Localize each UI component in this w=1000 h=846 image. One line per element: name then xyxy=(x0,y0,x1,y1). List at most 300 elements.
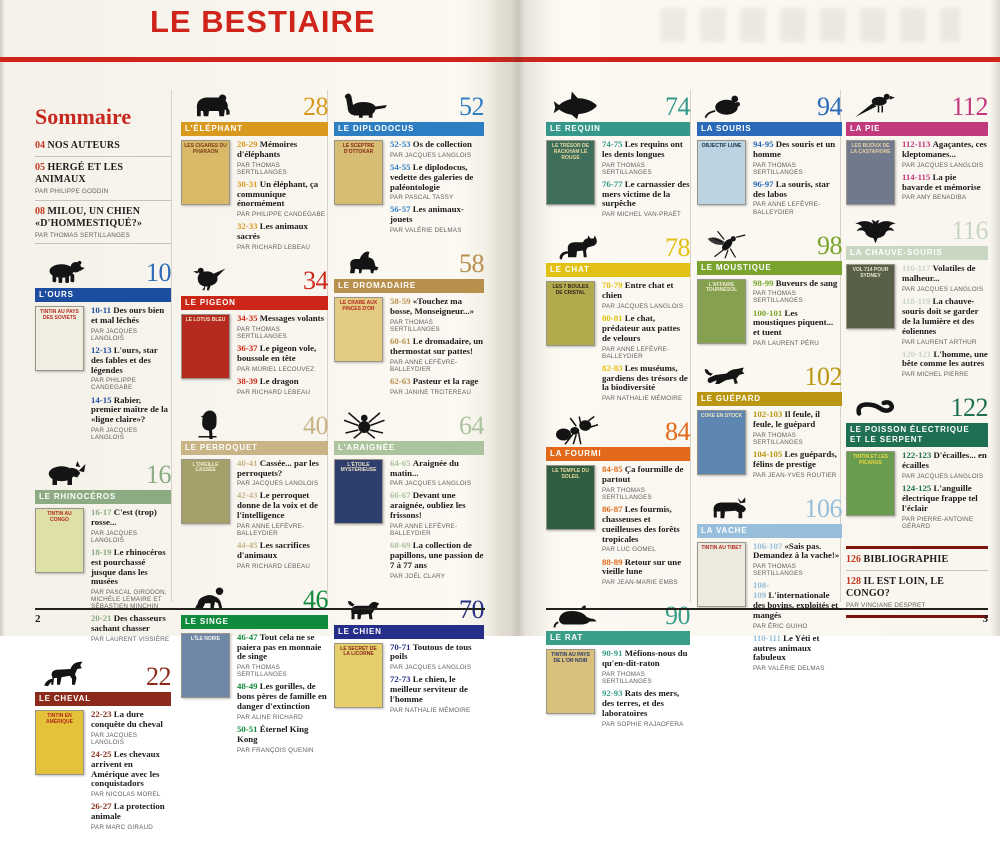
toc-entry xyxy=(602,314,690,360)
section-page-number: 106 xyxy=(804,493,842,523)
section-title: LE DIPLODOCUS xyxy=(338,124,415,133)
entry-pages: 42-43 xyxy=(237,490,260,501)
mosquito-icon xyxy=(697,229,759,259)
entry-title: Le perroquet donne de la voix et de l'intelligence xyxy=(237,490,318,521)
print-through-artifact xyxy=(660,8,960,42)
entry-title: L'ours, star des fables et des légendes xyxy=(91,344,158,375)
entry-title: Devant une araignée, oubliez les frissons! xyxy=(390,490,466,521)
sommaire-block xyxy=(35,104,171,244)
entry-author: PAR JACQUES LANGLOIS xyxy=(91,529,138,544)
section-page-number: 16 xyxy=(146,460,171,490)
entry-title: La chauve-souris doit se garder de la lumière et des éoliennes xyxy=(902,296,979,336)
section-title-band xyxy=(697,524,842,538)
section-header xyxy=(181,407,328,439)
section-body xyxy=(546,465,690,590)
toc-section xyxy=(546,413,690,590)
toc-section xyxy=(181,88,328,255)
book-cover-title: L'OREILLE CASSÉE xyxy=(192,461,219,474)
toc-entry xyxy=(237,541,328,570)
toc-entry xyxy=(602,140,690,176)
entry-pages: 90-91 xyxy=(602,648,625,659)
toc-section xyxy=(334,88,484,238)
entry-title: L'anguille électrique frappe tel l'éclair xyxy=(902,483,978,513)
section-header xyxy=(334,407,484,439)
entry-title: Un éléphant, ça communique énormément xyxy=(237,178,319,209)
entry-pages: 88-89 xyxy=(602,556,625,567)
entry-pages: 20-21 xyxy=(91,613,114,624)
toc-entry xyxy=(753,450,842,479)
sommaire-item-author: PAR THOMAS SERTILLANGES xyxy=(35,231,130,239)
section-entries xyxy=(91,710,171,835)
book-cover-thumbnail xyxy=(546,281,595,346)
entry-author: PAR NICOLAS MOREL xyxy=(91,791,161,799)
toc-section xyxy=(846,212,988,382)
entry-title: Toutous de tous poils xyxy=(390,641,472,662)
section-entries xyxy=(753,140,842,220)
entry-author: PAR SOPHIE RAJAOFERA xyxy=(602,720,684,728)
section-page-number: 52 xyxy=(459,92,484,121)
entry-title: Les moustiques piquent... et tuent xyxy=(753,307,834,338)
entry-title: Le chat, prédateur aux pattes de velours xyxy=(602,313,681,343)
book-cover-title: LE CRABE AUX PINCES D'OR xyxy=(339,300,378,312)
rhinoceros-icon xyxy=(35,458,97,488)
toc-entry xyxy=(237,180,328,219)
column-2 xyxy=(181,88,328,765)
entry-pages: 102-103 xyxy=(753,409,785,420)
entry-title: «Sais pas. Demandez à la vache!» xyxy=(753,540,840,561)
section-body xyxy=(546,140,690,222)
entry-author: PAR RICHARD LEBEAU xyxy=(237,388,311,396)
entry-author: PAR PASCAL GIRODON, MICHÈLE LEMAIRE ET SÉBASTIEN MINCHIN xyxy=(91,589,167,611)
section-title-band xyxy=(846,423,988,447)
entry-title: Retour sur une vieille lune xyxy=(602,556,682,577)
entry-pages: 72-73 xyxy=(390,674,413,685)
entry-author: PAR NATHALIE MÉMOIRE xyxy=(602,395,683,403)
book-cover-thumbnail xyxy=(697,410,746,475)
entry-pages: 48-49 xyxy=(237,681,260,692)
toc-entry xyxy=(237,222,328,251)
endmatter-item-number: 128 xyxy=(846,575,861,587)
section-title: LA PIE xyxy=(850,124,881,133)
toc-entry xyxy=(602,364,690,403)
entry-title: Le Yéti et autres animaux fabuleux xyxy=(753,632,820,663)
toc-entry xyxy=(753,309,842,348)
section-title: LE RHINOCÉROS xyxy=(39,492,117,502)
entry-author: PAR JACQUES LANGLOIS xyxy=(902,286,984,294)
toc-section xyxy=(697,227,842,352)
section-title-band xyxy=(546,263,690,277)
horse-icon xyxy=(35,660,97,690)
section-body xyxy=(546,649,690,731)
entry-author: PAR ANNE LEFÈVRE-BALLEYDIER xyxy=(390,522,458,537)
entry-author: PAR ANNE LEFÈVRE-BALLEYDIER xyxy=(602,345,670,360)
book-cover-thumbnail xyxy=(697,542,746,607)
entry-title: Os de collection xyxy=(412,139,472,149)
toc-section xyxy=(334,245,484,399)
book-cover-title: COKE EN STOCK xyxy=(700,413,743,420)
section-header xyxy=(546,88,690,120)
entry-author: PAR ANNE LEFÈVRE-BALLEYDIER xyxy=(390,358,458,373)
shark-icon xyxy=(546,90,608,120)
left-page-footer xyxy=(35,608,485,625)
section-page-number: 10 xyxy=(146,258,171,288)
section-page-number: 112 xyxy=(951,92,988,121)
section-header xyxy=(697,227,842,259)
toc-section xyxy=(181,262,328,400)
section-page-number: 58 xyxy=(459,249,484,279)
toc-entry xyxy=(91,346,171,392)
section-title: LE PIGEON xyxy=(185,298,236,308)
book-cover-title: LE TRÉSOR DE RACKHAM LE ROUGE xyxy=(552,143,589,161)
entry-author: PAR THOMAS SERTILLANGES xyxy=(237,325,287,340)
entry-author: PAR JACQUES LANGLOIS xyxy=(902,473,984,481)
entry-title: La collection de papillons, une passion de 7 à 77 ans xyxy=(390,540,484,570)
entry-pages: 66-67 xyxy=(390,490,413,501)
section-body xyxy=(181,140,328,255)
toc-section xyxy=(697,88,842,220)
entry-pages: 110-111 xyxy=(753,632,784,643)
section-title-band xyxy=(546,447,690,461)
entry-author: PAR THOMAS SERTILLANGES xyxy=(602,486,652,502)
page-number-left: 2 xyxy=(35,613,41,625)
section-body xyxy=(697,410,842,483)
entry-title: La dure conquête du cheval xyxy=(91,709,163,729)
toc-entry xyxy=(237,682,328,721)
entry-pages: 82-83 xyxy=(602,362,625,373)
sommaire-item xyxy=(35,135,171,157)
toc-entry xyxy=(390,491,484,537)
section-page-number: 22 xyxy=(146,662,171,692)
toc-entry xyxy=(753,542,842,578)
entry-pages: 116-117 xyxy=(902,263,933,274)
entry-author: PAR THOMAS SERTILLANGES xyxy=(602,161,652,176)
entry-pages: 32-33 xyxy=(237,221,260,232)
section-entries xyxy=(753,279,842,352)
toc-section xyxy=(697,490,842,677)
section-title-band xyxy=(35,490,171,504)
entry-author: PAR JACQUES LANGLOIS xyxy=(237,480,319,488)
section-body xyxy=(846,140,988,205)
section-header xyxy=(334,245,484,277)
section-title: LE PERROQUET xyxy=(185,442,258,452)
section-title: LE CHEVAL xyxy=(39,694,91,704)
cheetah-icon xyxy=(697,360,759,390)
section-header xyxy=(697,490,842,522)
entry-author: PAR THOMAS SERTILLANGES xyxy=(237,664,287,679)
section-title-band xyxy=(697,392,842,406)
section-title-band xyxy=(846,122,988,136)
section-body xyxy=(334,297,484,399)
section-entries xyxy=(602,465,690,590)
entry-author: PAR ANNE LEFÈVRE-BALLEYDIER xyxy=(753,201,821,216)
section-title-band xyxy=(334,279,484,293)
entry-pages: 56-57 xyxy=(390,204,413,215)
entry-title: Ça fourmille de partout xyxy=(602,464,684,485)
endmatter-item-title: IL EST LOIN, LE CONGO? xyxy=(846,575,945,599)
entry-title: Volatiles de malheur... xyxy=(902,263,976,284)
right-page-footer xyxy=(546,608,988,625)
entry-title: Les animaux sacrés xyxy=(237,221,308,242)
entry-author: PAR JEAN-YVES ROUTIER xyxy=(753,471,837,479)
entry-title: Éternel King Kong xyxy=(237,723,309,744)
book-cover-title: L'ÎLE NOIRE xyxy=(190,635,221,642)
entry-pages: 96-97 xyxy=(753,178,776,189)
entry-title: Agaçantes, ces kleptomanes... xyxy=(902,139,987,159)
entry-title: Entre chat et chien xyxy=(602,280,674,301)
entry-title: Des chasseurs sachant chasser xyxy=(91,613,166,634)
book-cover-thumbnail xyxy=(697,279,746,344)
top-rule xyxy=(0,57,1000,62)
section-title-band xyxy=(35,288,171,302)
book-cover-thumbnail xyxy=(846,264,895,329)
entry-author: PAR VALÉRIE DELMAS xyxy=(390,227,462,235)
entry-author: PAR PHILIPPE CANDEGABE xyxy=(91,377,136,392)
entry-title: Rabier, premier maître de la «ligne claire»? xyxy=(91,394,168,425)
entry-pages: 84-85 xyxy=(602,464,625,475)
section-body xyxy=(181,314,328,400)
toc-entry xyxy=(91,306,171,342)
entry-pages: 16-17 xyxy=(91,507,114,518)
entry-title: Les animaux-jouets xyxy=(390,204,464,225)
entry-title: D'écailles... en écailles xyxy=(902,450,987,471)
endmatter-item xyxy=(846,549,988,571)
page-title: LE BESTIAIRE xyxy=(150,4,376,39)
entry-pages: 38-39 xyxy=(237,375,260,386)
section-header xyxy=(181,88,328,120)
entry-title: Le dromadaire, un thermostat sur pattes! xyxy=(390,335,484,356)
section-title: LE REQUIN xyxy=(550,124,601,133)
section-title: LA CHAUVE-SOURIS xyxy=(850,248,943,258)
section-title: LE POISSON ÉLECTRIQUE ET LE SERPENT xyxy=(850,425,970,445)
section-title-band xyxy=(181,441,328,455)
page-number-right: 3 xyxy=(982,613,988,625)
section-header xyxy=(697,88,842,120)
section-body xyxy=(35,306,171,445)
entry-author: PAR THOMAS SERTILLANGES xyxy=(753,290,803,305)
section-header xyxy=(181,262,328,294)
entry-title: Le dragon xyxy=(259,375,299,386)
toc-section xyxy=(35,254,171,445)
section-entries xyxy=(91,508,171,647)
snake-icon xyxy=(846,391,908,421)
toc-entry xyxy=(390,297,484,333)
section-title: LA SOURIS xyxy=(701,124,752,133)
book-cover-title: TINTIN AU TIBET xyxy=(701,544,742,551)
entry-pages: 52-53 xyxy=(390,139,413,149)
entry-title: Méfions-nous du qu'en-dit-raton xyxy=(602,648,688,669)
toc-entry xyxy=(753,279,842,305)
entry-pages: 50-51 xyxy=(237,723,260,734)
entry-title: Le diplodocus, vedette des galeries de paléontologie xyxy=(390,161,474,192)
entry-pages: 100-101 xyxy=(753,307,785,318)
section-header xyxy=(35,456,171,488)
section-body xyxy=(334,459,484,584)
section-entries xyxy=(91,306,171,445)
bat-icon xyxy=(846,214,908,244)
entry-title: Araignée du matin... xyxy=(390,457,459,478)
section-header xyxy=(35,658,171,690)
camel-icon xyxy=(334,247,396,277)
entry-author: PAR THOMAS SERTILLANGES xyxy=(753,161,803,176)
entry-pages: 124-125 xyxy=(902,483,934,494)
toc-entry xyxy=(390,337,484,373)
section-entries xyxy=(390,643,484,718)
sommaire-item-number: 04 xyxy=(35,140,45,151)
entry-title: L'homme, une bête comme les autres xyxy=(902,348,988,369)
section-body xyxy=(181,633,328,758)
entry-pages: 114-115 xyxy=(902,171,933,182)
section-title: LE CHIEN xyxy=(338,626,382,636)
section-page-number: 98 xyxy=(817,230,842,260)
toc-entry xyxy=(602,180,690,219)
book-cover-title: L'ÉTOILE MYSTÉRIEUSE xyxy=(340,461,377,474)
masthead xyxy=(150,4,510,40)
book-cover-thumbnail xyxy=(546,140,595,205)
section-body xyxy=(181,459,328,574)
toc-entry xyxy=(91,750,171,798)
book-cover-title: OBJECTIF LUNE xyxy=(701,143,742,149)
page-gutter xyxy=(486,0,550,636)
entry-pages: 108-109 xyxy=(753,580,770,601)
book-cover-thumbnail xyxy=(35,306,84,371)
entry-title: Le carnassier des mers victime de la surpêche xyxy=(602,178,690,209)
endmatter-item-number: 126 xyxy=(846,553,861,565)
entry-pages: 62-63 xyxy=(390,375,413,386)
toc-entry xyxy=(390,163,484,202)
entry-author: PAR JACQUES LANGLOIS xyxy=(91,327,138,342)
toc-entry xyxy=(753,634,842,673)
book-cover-title: TINTIN EN AMÉRIQUE xyxy=(46,713,73,725)
toc-entry xyxy=(390,205,484,234)
toc-entry xyxy=(902,173,988,202)
section-entries xyxy=(237,314,328,400)
entry-author: PAR THOMAS SERTILLANGES xyxy=(237,161,287,176)
sommaire-item xyxy=(35,201,171,245)
entry-title: «Touchez ma bosse, Monseigneur...» xyxy=(390,296,474,317)
section-title: LA FOURMI xyxy=(550,449,602,459)
book-cover-thumbnail xyxy=(546,465,595,530)
column-divider xyxy=(171,90,172,602)
section-header xyxy=(697,358,842,390)
entry-pages: 60-61 xyxy=(390,335,413,346)
toc-entry xyxy=(902,350,988,379)
book-cover-title: TINTIN ET LES PICAROS xyxy=(853,454,888,467)
toc-section xyxy=(846,389,988,533)
toc-entry xyxy=(237,344,328,373)
toc-section xyxy=(35,658,171,835)
toc-entry xyxy=(237,459,328,488)
entry-pages: 34-35 xyxy=(237,313,260,324)
toc-entry xyxy=(753,180,842,216)
toc-entry xyxy=(91,548,171,611)
column-divider xyxy=(690,90,691,602)
section-body xyxy=(334,643,484,718)
book-cover-title: TINTIN AU PAYS DES SOVIETS xyxy=(40,309,79,321)
entry-title: Il feule, il feule, le guépard xyxy=(753,409,820,429)
entry-title: Les requins ont les dents longues xyxy=(602,139,683,159)
section-page-number: 78 xyxy=(665,233,690,263)
entry-pages: 44-45 xyxy=(237,540,260,551)
section-title: LE GUÉPARD xyxy=(701,394,761,404)
entry-pages: 94-95 xyxy=(753,139,776,149)
section-entries xyxy=(390,459,484,584)
sommaire-item-title: MILOU, UN CHIEN «D'HOMMESTIQUÉ?» xyxy=(35,205,143,229)
book-cover-title: TINTIN AU CONGO xyxy=(47,511,72,523)
entry-title: La souris, star des labos xyxy=(753,178,830,199)
entry-title: Tout cela ne se paiera pas en monnaie de singe xyxy=(237,631,322,662)
section-page-number: 34 xyxy=(303,266,328,296)
section-entries xyxy=(753,410,842,483)
entry-author: PAR JACQUES LANGLOIS xyxy=(390,480,472,488)
section-page-number: 84 xyxy=(665,417,690,447)
toc-entry xyxy=(753,410,842,446)
entry-pages: 78-79 xyxy=(602,280,625,291)
section-page-number: 46 xyxy=(303,584,328,614)
entry-title: Le chien, le meilleur serviteur de l'homme xyxy=(390,674,468,705)
section-body xyxy=(846,451,988,533)
section-page-number: 74 xyxy=(665,92,690,121)
section-entries xyxy=(602,281,690,406)
entry-author: PAR JACQUES LANGLOIS xyxy=(602,303,684,311)
entry-author: PAR LAURENT ARTHUR xyxy=(902,338,977,346)
book-cover-thumbnail xyxy=(846,451,895,516)
book-cover-thumbnail xyxy=(846,140,895,205)
section-title: LE CHAT xyxy=(550,265,590,275)
section-title: LA VACHE xyxy=(701,525,748,535)
section-entries xyxy=(902,264,988,382)
section-title-band xyxy=(334,441,484,455)
entry-author: PAR LAURENT VISSIÈRE xyxy=(91,636,170,644)
entry-author: PAR JACQUES LANGLOIS xyxy=(91,427,138,442)
toc-entry xyxy=(91,710,171,746)
toc-entry xyxy=(602,558,690,587)
entry-title: Les gorilles, de bons pères de famille en danger d'extinction xyxy=(237,681,327,712)
entry-author: PAR MURIEL LECOUVEZ xyxy=(237,365,315,373)
toc-entry xyxy=(237,725,328,754)
entry-author: PAR MARC GIRAUD xyxy=(91,824,154,832)
entry-author: PAR NATHALIE MÉMOIRE xyxy=(390,706,471,714)
section-title: LE DROMADAIRE xyxy=(338,281,416,291)
entry-pages: 18-19 xyxy=(91,546,114,557)
section-entries xyxy=(390,297,484,399)
toc-entry xyxy=(237,140,328,176)
entry-author: PAR THOMAS SERTILLANGES xyxy=(602,670,652,685)
toc-entry xyxy=(91,802,171,831)
entry-title: Buveurs de sang xyxy=(775,277,838,288)
entry-author: PAR JACQUES LANGLOIS xyxy=(390,664,472,672)
toc-entry xyxy=(237,314,328,340)
entry-title: C'est (trop) rosse... xyxy=(91,507,157,527)
section-entries xyxy=(237,459,328,574)
entry-pages: 106-107 xyxy=(753,540,785,551)
entry-author: PAR RICHARD LEBEAU xyxy=(237,244,311,252)
column-5 xyxy=(697,88,842,683)
entry-author: PAR JANINE TROTEREAU xyxy=(390,388,472,396)
entry-pages: 74-75 xyxy=(602,139,625,149)
entry-pages: 70-71 xyxy=(390,641,413,652)
column-6 xyxy=(846,88,988,618)
section-entries xyxy=(237,140,328,255)
book-cover-title: LE TEMPLE DU SOLEIL xyxy=(552,468,589,481)
section-body xyxy=(35,710,171,835)
entry-pages: 68-69 xyxy=(390,540,413,551)
book-cover-thumbnail xyxy=(181,459,230,524)
section-page-number: 90 xyxy=(665,601,690,631)
toc-entry xyxy=(902,140,988,169)
spider-icon xyxy=(334,409,396,439)
mouse-icon xyxy=(697,90,759,120)
section-title: LE RAT xyxy=(550,633,584,643)
